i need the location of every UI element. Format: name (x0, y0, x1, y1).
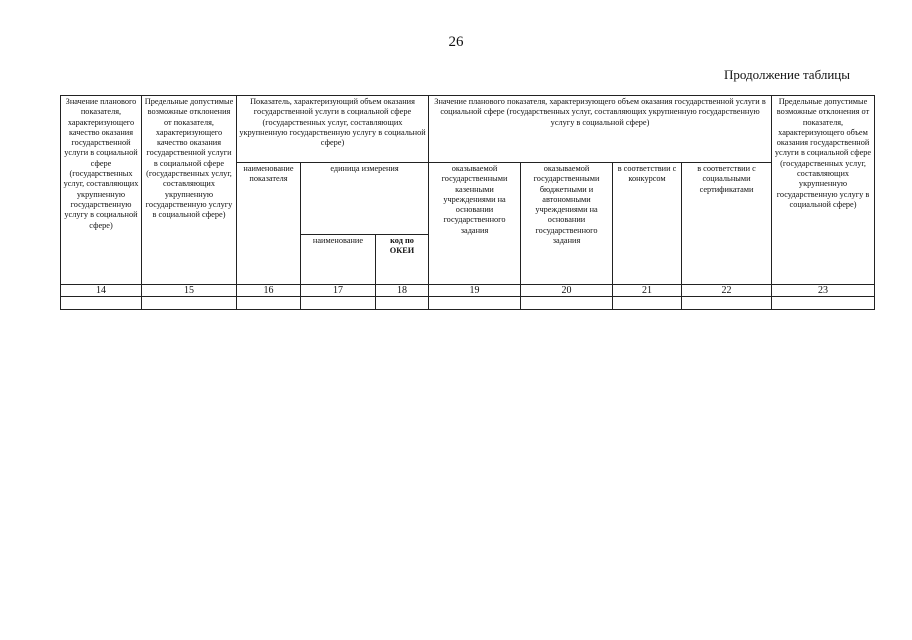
page-number: 26 (448, 34, 464, 50)
empty-cell (429, 297, 521, 310)
header-col-15: Предельные допустимые возможные отклонения от показателя, характеризующего качество оказания государственной услуги в социальной сфере (государственных услуг, составляющих укрупненную государственную услугу в социальной сфере) (142, 96, 237, 285)
empty-cell (142, 297, 237, 310)
column-number: 16 (237, 285, 301, 297)
column-number: 21 (613, 285, 682, 297)
empty-cell (61, 297, 142, 310)
empty-cell (521, 297, 613, 310)
empty-cell (772, 297, 875, 310)
header-col-23: Предельные допустимые возможные отклонения от показателя, характеризующего объем оказания государственной услуги в социальной сфере (государственных услуг, составляющих укрупненную государственную услугу в социальной сфере) (772, 96, 875, 285)
table-continuation-label: Продолжение таблицы (724, 67, 850, 82)
column-number: 14 (61, 285, 142, 297)
column-number: 20 (521, 285, 613, 297)
header-col-21: в соответствии с конкурсом (613, 163, 682, 285)
empty-cell (301, 297, 376, 310)
header-row-1 (61, 96, 875, 163)
header-col-17: наименование (301, 235, 376, 285)
column-number: 23 (772, 285, 875, 297)
header-col-22: в соответствии с социальными сертификатами (682, 163, 772, 285)
header-col-14: Значение планового показателя, характеризующего качество оказания государственной услуги в социальной сфере (государственных услуг, составляющих укрупненную государственную услугу в социальной сфере) (61, 96, 142, 285)
header-col-16: наименование показателя (237, 163, 301, 285)
column-number: 19 (429, 285, 521, 297)
header-volume-indicator: Показатель, характеризующий объем оказания государственной услуги в социальной сфере (государственных услуг, составляющих укрупненную государственную услугу в социальной сфере) (237, 96, 429, 163)
column-number: 22 (682, 285, 772, 297)
header-col-18: код по ОКЕИ (376, 235, 429, 285)
empty-cell (376, 297, 429, 310)
empty-cell (237, 297, 301, 310)
column-number: 18 (376, 285, 429, 297)
column-number: 15 (142, 285, 237, 297)
column-number: 17 (301, 285, 376, 297)
header-col-20: оказываемой государственными бюджетными и автономными учреждениями на основании государственного задания (521, 163, 613, 285)
column-number-row (61, 285, 875, 297)
empty-cell (613, 297, 682, 310)
empty-cell (682, 297, 772, 310)
indicator-table (60, 95, 875, 310)
header-col-19: оказываемой государственными казенными учреждениями на основании государственного задания (429, 163, 521, 285)
header-unit-group: единица измерения (301, 163, 429, 235)
empty-data-row (61, 297, 875, 310)
header-plan-volume-value: Значение планового показателя, характеризующего объем оказания государственной услуги в социальной сфере (государственных услуг, составляющих укрупненную государственную услугу в социальной сфере) (429, 96, 772, 163)
